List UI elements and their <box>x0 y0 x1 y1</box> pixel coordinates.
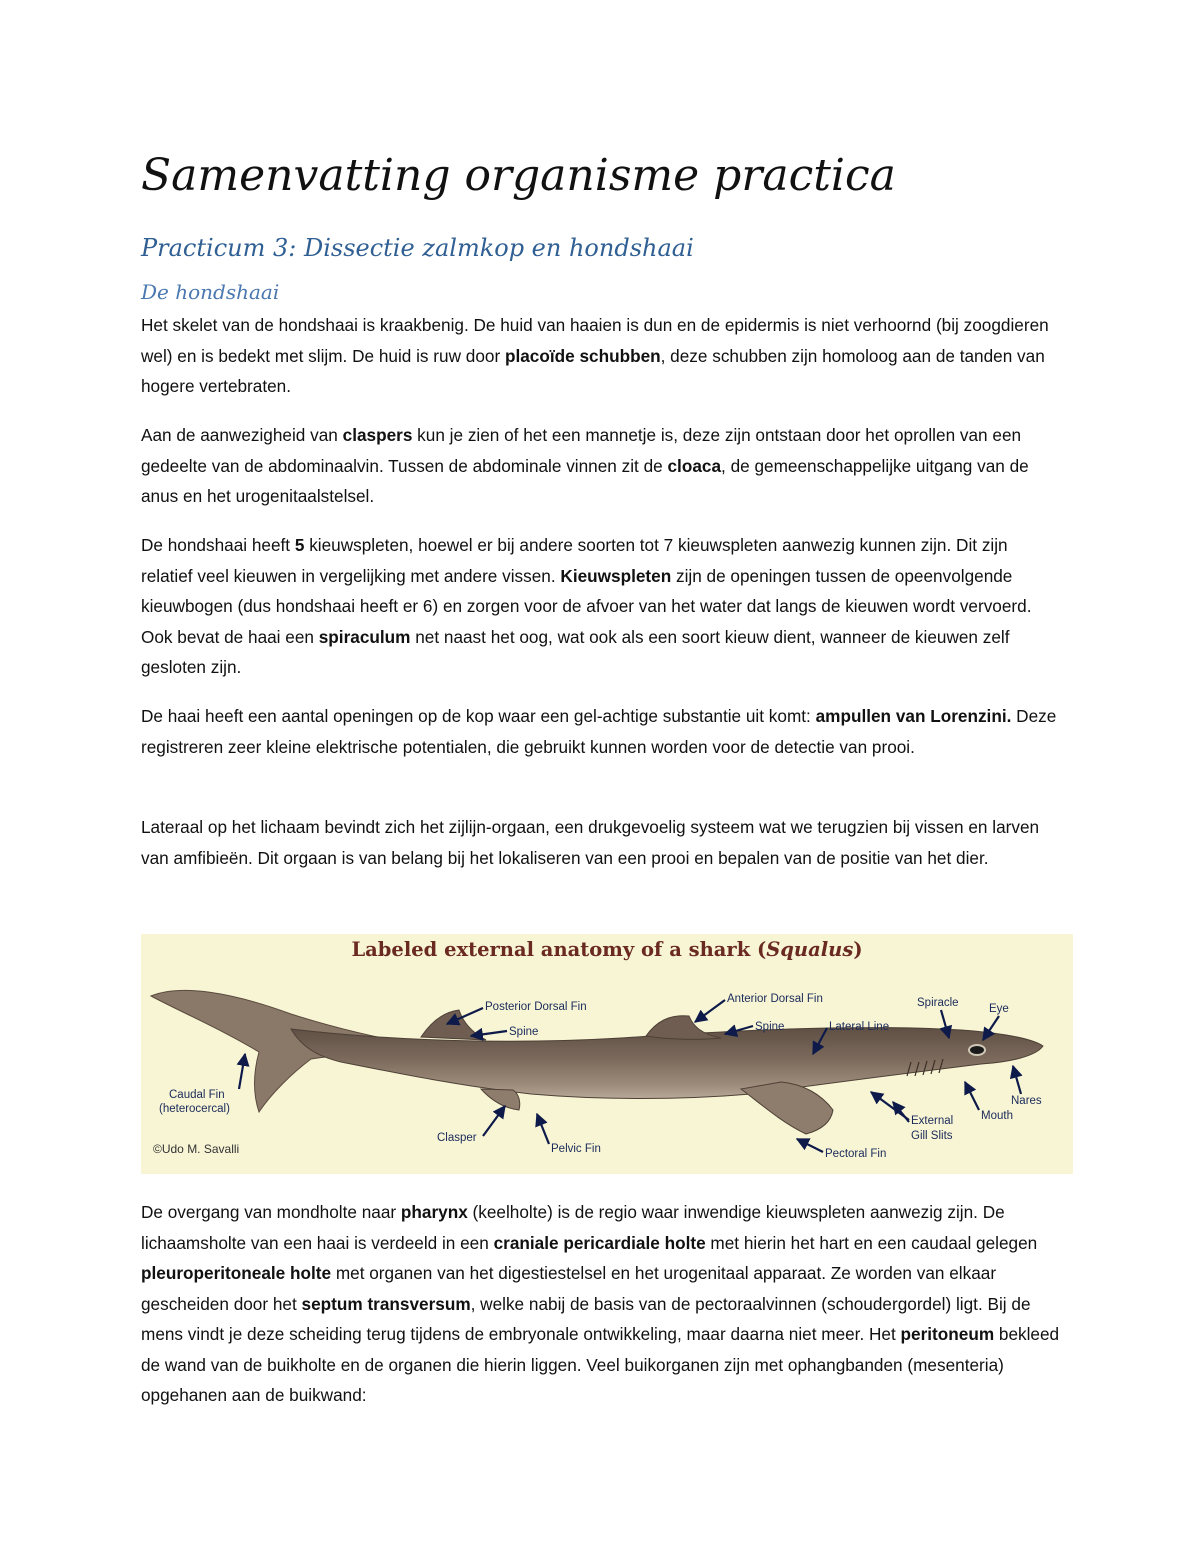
shark-anatomy-figure <box>141 934 1073 1174</box>
bold-term: craniale pericardiale holte <box>493 1232 706 1253</box>
paragraph-claspers <box>141 420 1061 512</box>
text-run: De overgang van mondholte naar <box>141 1202 401 1222</box>
text-run: kieuwspleten, hoewel er bij andere soorten tot 7 kieuwspleten aanwezig kunnen zijn. Dit zijn relatief veel kieuwen in vergelijking met andere vissen. <box>141 535 1008 586</box>
label-mouth: Mouth <box>981 1110 1013 1122</box>
text-run: , de gemeenschappelijke uitgang van de anus en het urogenitaalstelsel. <box>141 455 1029 506</box>
text-run: De hondshaai heeft <box>141 535 295 555</box>
bold-term: pharynx <box>400 1202 468 1222</box>
text-run: , deze schubben zijn homoloog aan de tanden van hogere vertebraten. <box>141 345 1045 396</box>
text-run: Aan de aanwezigheid van <box>141 425 343 445</box>
label-eye: Eye <box>989 1003 1009 1015</box>
figure-title: Labeled external anatomy of a shark (Squalus) <box>351 938 863 961</box>
figure-credit: ©Udo M. Savalli <box>153 1142 240 1156</box>
bold-term: placoïde schubben <box>504 345 661 366</box>
bold-term: spiraculum <box>318 626 411 647</box>
label-nares: Nares <box>1011 1095 1042 1107</box>
bold-term: pleuroperitoneale holte <box>141 1263 332 1283</box>
bold-term: ampullen van Lorenzini. <box>815 706 1012 726</box>
paragraph-gill-slits <box>141 530 1061 683</box>
text-run: Het skelet van de hondshaai is kraakbenig. De huid van haaien is dun en de epidermis is niet verhoornd (bij zoogdieren wel) en is bedekt met slijm. De huid is ruw door <box>141 315 1049 366</box>
bold-term: septum transversum <box>301 1293 471 1314</box>
text-run: kun je zien of het een mannetje is, deze zijn ontstaan door het oprollen van een gedeelte van de abdominaalvin. Tussen de abdominale vinnen zit de <box>141 425 1022 476</box>
pectoral-fin-shape <box>741 1082 833 1134</box>
anterior-dorsal-fin-shape <box>646 1016 721 1040</box>
pelvic-fin-shape <box>481 1089 520 1110</box>
eye-shape <box>969 1045 985 1055</box>
bold-term: 5 <box>294 535 305 555</box>
paragraph-lateral-line <box>141 812 1061 873</box>
label-gill-slits: Gill Slits <box>911 1130 953 1142</box>
label-spiracle: Spiracle <box>917 997 959 1009</box>
bold-term: claspers <box>342 425 413 445</box>
text-run: net naast het oog, wat ook als een soort kieuw dient, wanneer de kieuwen zelf gesloten zijn. <box>141 626 1010 677</box>
paragraph-skin <box>141 310 1061 402</box>
paragraph-lorenzini <box>141 701 1061 762</box>
document-title: Samenvatting organisme practica <box>141 150 896 201</box>
text-run: De haai heeft een aantal openingen op de kop waar een gel-achtige substantie uit komt: <box>141 706 816 726</box>
label-external: External <box>911 1115 954 1127</box>
bold-term: peritoneum <box>900 1324 995 1344</box>
label-anterior-dorsal-fin: Anterior Dorsal Fin <box>727 993 823 1005</box>
shark-illustration <box>141 934 1073 1174</box>
label-posterior-dorsal-fin: Posterior Dorsal Fin <box>485 1001 587 1013</box>
label-pectoral-fin: Pectoral Fin <box>825 1148 887 1160</box>
text-run: met organen van het digestiestelsel en het urogenitaal apparaat. Ze worden van elkaar gescheiden door het <box>141 1263 997 1314</box>
bold-term: Kieuwspleten <box>560 565 672 586</box>
label-spine-anterior: Spine <box>755 1021 785 1033</box>
text-run: bekleed de wand van de buikholte en de organen die hierin liggen. Veel buikorganen zijn met ophangbanden (mesenteria) opgehanen aan de buikwand: <box>141 1324 1060 1405</box>
subsection-heading: De hondshaai <box>141 280 280 304</box>
bold-term: cloaca <box>667 455 722 476</box>
text-run: zijn de openingen tussen de opeenvolgende kieuwbogen (dus hondshaai heeft er 6) en zorgen voor de afvoer van het water dat langs de kieuwen wordt vervoerd. Ook bevat de haai een <box>141 565 1032 647</box>
label-caudal-fin-heterocercal: (heterocercal) <box>159 1103 230 1115</box>
section-heading: Practicum 3: Dissectie zalmkop en hondshaai <box>141 234 694 262</box>
text-run: (keelholte) is de regio waar inwendige kieuwspleten aanwezig zijn. De lichaamsholte van een haai is verdeeld in een <box>141 1202 1005 1253</box>
text-run: met hierin het hart en een caudaal gelegen <box>705 1232 1038 1253</box>
paragraph-pharynx <box>141 1197 1061 1411</box>
text-run: Lateraal op het lichaam bevindt zich het zijlijn-orgaan, een drukgevoelig systeem wat we terugzien bij vissen en larven van amfibieën. Dit orgaan is van belang bij het lokaliseren van een prooi en bepalen van de positie van het dier. <box>141 817 1040 868</box>
figure-title-species: Squalus <box>766 938 854 961</box>
label-caudal-fin: Caudal Fin <box>169 1089 225 1101</box>
label-lateral-line: Lateral Line <box>829 1021 890 1033</box>
label-spine-posterior: Spine <box>509 1026 539 1038</box>
label-pelvic-fin: Pelvic Fin <box>551 1143 601 1155</box>
text-run: , welke nabij de basis van de pectoraalvinnen (schoudergordel) ligt. Bij de mens vindt je deze scheiding terug tijdens de embryonale ontwikkeling, maar daarna niet meer. Het <box>141 1293 1031 1344</box>
label-clasper: Clasper <box>437 1132 477 1144</box>
text-run: Deze registreren zeer kleine elektrische potentialen, die gebruikt kunnen worden voor de detectie van prooi. <box>141 706 1057 757</box>
